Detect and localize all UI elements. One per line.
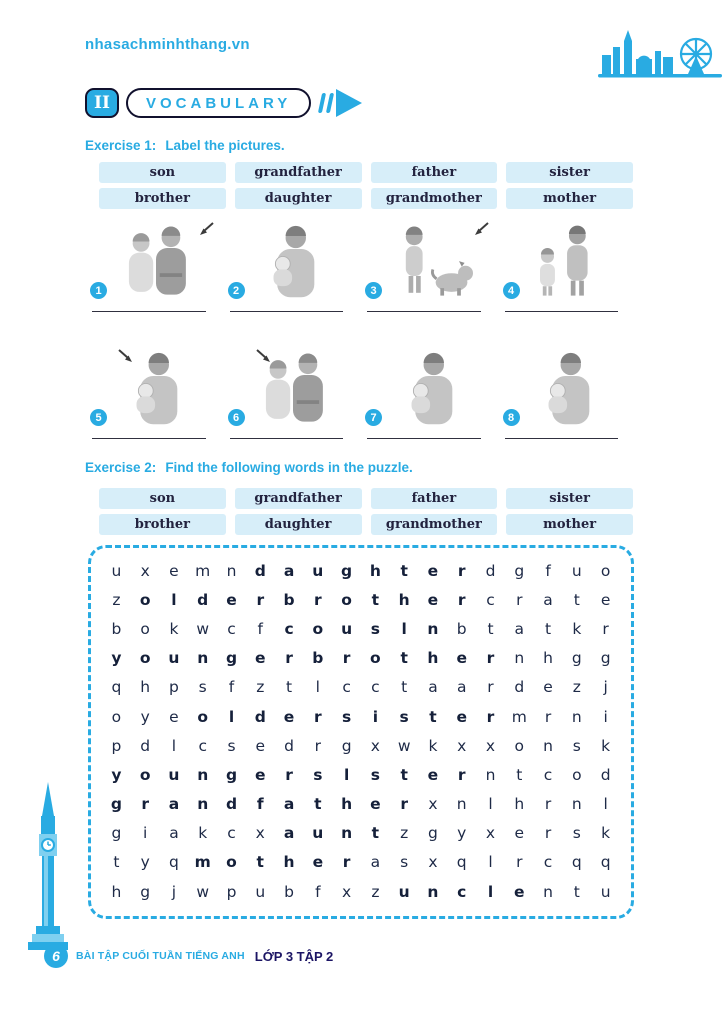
- puzzle-letter: r: [602, 620, 609, 639]
- puzzle-letter: s: [572, 824, 581, 843]
- word-cell: grandmother: [371, 188, 498, 209]
- puzzle-letter: s: [400, 853, 409, 872]
- pointer-arrow-icon: [254, 348, 274, 369]
- puzzle-letter: l: [603, 795, 608, 814]
- puzzle-letter: u: [168, 765, 180, 784]
- puzzle-grid: [102, 557, 620, 907]
- puzzle-letter: g: [140, 882, 151, 901]
- word-cell: daughter: [235, 514, 362, 535]
- puzzle-letter: x: [428, 853, 438, 872]
- puzzle-letter: e: [543, 678, 553, 697]
- puzzle-letter: h: [111, 882, 122, 901]
- puzzle-letter: x: [485, 736, 496, 755]
- puzzle-letter: h: [283, 853, 295, 872]
- puzzle-letter: k: [169, 620, 179, 639]
- puzzle-letter: r: [544, 707, 552, 726]
- puzzle-letter: g: [341, 736, 352, 755]
- exercise1-heading: [85, 138, 285, 153]
- puzzle-letter: o: [572, 765, 582, 784]
- puzzle-letter: a: [514, 620, 525, 639]
- puzzle-letter: t: [371, 824, 380, 843]
- puzzle-letter: t: [573, 590, 580, 609]
- parent-with-baby-illustration: [517, 351, 619, 427]
- puzzle-letter: h: [341, 795, 353, 814]
- puzzle-letter: h: [427, 649, 439, 668]
- puzzle-letter: c: [457, 882, 467, 901]
- puzzle-letter: l: [171, 590, 177, 609]
- puzzle-letter: n: [571, 707, 582, 726]
- puzzle-letter: r: [256, 590, 265, 609]
- puzzle-letter: k: [428, 736, 438, 755]
- puzzle-letter: x: [428, 795, 438, 814]
- puzzle-letter: n: [427, 620, 439, 639]
- puzzle-letter: l: [315, 678, 320, 697]
- puzzle-letter: q: [600, 853, 611, 872]
- word-cell: father: [371, 488, 498, 509]
- puzzle-letter: z: [572, 678, 581, 697]
- puzzle-letter: d: [600, 765, 611, 784]
- puzzle-letter: r: [487, 678, 494, 697]
- puzzle-letter: f: [257, 620, 263, 639]
- puzzle-letter: r: [285, 765, 293, 784]
- puzzle-letter: c: [486, 590, 495, 609]
- parent-with-baby-illustration: [380, 351, 482, 427]
- puzzle-letter: l: [228, 707, 235, 726]
- puzzle-letter: a: [283, 795, 295, 814]
- puzzle-letter: a: [283, 561, 295, 580]
- puzzle-letter: a: [283, 824, 295, 843]
- puzzle-letter: y: [457, 824, 467, 843]
- puzzle-letter: c: [284, 620, 294, 639]
- puzzle-letter: o: [139, 590, 151, 609]
- puzzle-letter: x: [457, 736, 467, 755]
- puzzle-letter: d: [254, 561, 266, 580]
- footer: [44, 944, 333, 968]
- puzzle-letter: e: [169, 561, 179, 580]
- puzzle-letter: e: [169, 707, 179, 726]
- word-cell: mother: [506, 514, 633, 535]
- puzzle-letter: a: [370, 853, 381, 872]
- section-header: [85, 88, 362, 118]
- puzzle-letter: p: [111, 736, 122, 755]
- puzzle-letter: r: [141, 795, 149, 814]
- puzzle-letter: e: [255, 765, 266, 784]
- puzzle-letter: t: [516, 765, 523, 784]
- puzzle-letter: a: [543, 590, 553, 609]
- parent-with-baby-illustration: [242, 224, 344, 300]
- puzzle-letter: t: [400, 649, 408, 668]
- flag-bar-icon: [326, 93, 334, 113]
- puzzle-letter: t: [400, 765, 408, 784]
- puzzle-letter: r: [457, 561, 466, 580]
- puzzle-letter: n: [197, 795, 209, 814]
- puzzle-letter: q: [456, 853, 467, 872]
- puzzle-letter: g: [110, 795, 122, 814]
- word-table-exercise1: [99, 162, 633, 209]
- puzzle-letter: e: [427, 561, 439, 580]
- word-cell: sister: [506, 162, 633, 183]
- puzzle-letter: d: [254, 707, 266, 726]
- puzzle-letter: e: [255, 649, 266, 668]
- puzzle-letter: d: [140, 736, 151, 755]
- exercise2-label: Exercise 2:: [85, 460, 157, 475]
- puzzle-letter: l: [487, 882, 494, 901]
- picture-number-badge: 4: [503, 282, 520, 299]
- puzzle-letter: e: [283, 707, 295, 726]
- puzzle-letter: r: [544, 795, 552, 814]
- picture-number-badge: 2: [228, 282, 245, 299]
- picture-item: [90, 348, 222, 439]
- puzzle-letter: n: [427, 882, 439, 901]
- word-cell: daughter: [235, 188, 362, 209]
- puzzle-letter: e: [514, 824, 525, 843]
- puzzle-letter: k: [601, 736, 611, 755]
- puzzle-letter: b: [312, 649, 324, 668]
- puzzle-letter: u: [111, 561, 122, 580]
- puzzle-letter: x: [485, 824, 496, 843]
- puzzle-letter: m: [511, 707, 527, 726]
- puzzle-letter: i: [372, 707, 379, 726]
- answer-line: [367, 311, 481, 312]
- puzzle-letter: c: [342, 678, 351, 697]
- puzzle-letter: b: [284, 882, 294, 901]
- puzzle-letter: y: [140, 707, 150, 726]
- puzzle-letter: w: [196, 882, 210, 901]
- puzzle-letter: r: [516, 853, 523, 872]
- picture-art: [228, 221, 360, 300]
- puzzle-letter: o: [312, 620, 324, 639]
- pointer-arrow-icon: [116, 348, 136, 369]
- word-cell: father: [371, 162, 498, 183]
- puzzle-letter: n: [543, 736, 553, 755]
- puzzle-letter: n: [514, 649, 525, 668]
- puzzle-letter: s: [313, 765, 323, 784]
- puzzle-letter: c: [543, 765, 553, 784]
- word-table-exercise2: [99, 488, 633, 535]
- puzzle-letter: o: [341, 590, 352, 609]
- puzzle-letter: m: [195, 561, 211, 580]
- pictures-grid: [90, 221, 634, 439]
- puzzle-letter: s: [370, 765, 380, 784]
- exercise1-label: Exercise 1:: [85, 138, 157, 153]
- puzzle-letter: x: [140, 561, 150, 580]
- picture-number-badge: 7: [365, 409, 382, 426]
- puzzle-letter: h: [514, 795, 525, 814]
- puzzle-letter: t: [401, 678, 408, 697]
- puzzle-letter: u: [255, 882, 266, 901]
- puzzle-letter: r: [486, 649, 495, 668]
- puzzle-letter: f: [256, 795, 264, 814]
- puzzle-letter: h: [543, 649, 553, 668]
- london-skyline-illustration: [598, 24, 722, 80]
- puzzle-letter: y: [140, 853, 150, 872]
- puzzle-letter: u: [312, 561, 324, 580]
- picture-item: [503, 221, 635, 312]
- word-cell: grandmother: [371, 514, 498, 535]
- puzzle-letter: k: [572, 620, 582, 639]
- puzzle-letter: e: [456, 707, 467, 726]
- puzzle-letter: g: [225, 765, 238, 784]
- puzzle-letter: o: [111, 707, 122, 726]
- puzzle-letter: o: [370, 649, 381, 668]
- picture-number-badge: 3: [365, 282, 382, 299]
- puzzle-letter: r: [342, 853, 351, 872]
- puzzle-letter: r: [457, 590, 466, 609]
- puzzle-letter: e: [255, 736, 266, 755]
- puzzle-letter: g: [600, 649, 611, 668]
- puzzle-letter: r: [314, 707, 322, 726]
- puzzle-letter: g: [111, 824, 122, 843]
- puzzle-letter: d: [284, 736, 294, 755]
- flag-bar-icon: [318, 93, 326, 113]
- puzzle-letter: j: [171, 882, 177, 901]
- word-cell: brother: [99, 188, 226, 209]
- word-cell: brother: [99, 514, 226, 535]
- puzzle-letter: b: [283, 590, 295, 609]
- puzzle-letter: d: [197, 590, 209, 609]
- website-link[interactable]: nhasachminhthang.vn: [85, 36, 250, 53]
- puzzle-letter: r: [544, 824, 552, 843]
- section-numeral-badge: II: [85, 88, 119, 118]
- puzzle-letter: o: [514, 736, 524, 755]
- word-search-puzzle: [88, 545, 634, 919]
- puzzle-letter: o: [140, 620, 150, 639]
- answer-line: [92, 438, 206, 439]
- puzzle-letter: u: [571, 561, 582, 580]
- puzzle-letter: g: [428, 824, 438, 843]
- puzzle-letter: l: [171, 736, 177, 755]
- picture-number-badge: 6: [228, 409, 245, 426]
- puzzle-letter: t: [429, 707, 437, 726]
- puzzle-letter: h: [369, 561, 381, 580]
- puzzle-letter: l: [488, 853, 493, 872]
- puzzle-letter: j: [603, 678, 608, 697]
- puzzle-letter: u: [168, 649, 180, 668]
- picture-number-badge: 5: [90, 409, 107, 426]
- answer-line: [92, 311, 206, 312]
- puzzle-letter: n: [543, 882, 553, 901]
- puzzle-letter: s: [198, 678, 207, 697]
- puzzle-letter: n: [456, 795, 467, 814]
- picture-item: [365, 348, 497, 439]
- puzzle-letter: q: [169, 853, 179, 872]
- puzzle-letter: t: [400, 561, 408, 580]
- puzzle-letter: e: [226, 590, 237, 609]
- word-cell: son: [99, 162, 226, 183]
- puzzle-letter: d: [225, 795, 238, 814]
- puzzle-letter: f: [228, 678, 235, 697]
- puzzle-letter: o: [139, 765, 151, 784]
- big-ben-illustration: [26, 782, 70, 952]
- puzzle-letter: p: [169, 678, 179, 697]
- puzzle-letter: r: [314, 590, 322, 609]
- puzzle-letter: e: [370, 795, 381, 814]
- answer-line: [505, 311, 619, 312]
- picture-number-badge: 8: [503, 409, 520, 426]
- puzzle-letter: e: [456, 649, 467, 668]
- puzzle-letter: l: [401, 620, 407, 639]
- puzzle-letter: h: [398, 590, 410, 609]
- puzzle-letter: e: [427, 765, 439, 784]
- puzzle-letter: a: [428, 678, 438, 697]
- puzzle-letter: a: [169, 824, 179, 843]
- puzzle-letter: y: [111, 765, 122, 784]
- puzzle-letter: z: [112, 590, 121, 609]
- puzzle-letter: c: [543, 853, 553, 872]
- puzzle-letter: e: [427, 590, 439, 609]
- puzzle-letter: o: [197, 707, 209, 726]
- flag-triangle-icon: [336, 89, 362, 117]
- picture-art: [90, 348, 222, 427]
- picture-item: [228, 348, 360, 439]
- puzzle-letter: c: [227, 620, 236, 639]
- puzzle-letter: c: [371, 678, 380, 697]
- puzzle-letter: l: [343, 765, 350, 784]
- puzzle-letter: h: [140, 678, 151, 697]
- word-cell: mother: [506, 188, 633, 209]
- footer-series-title: BÀI TẬP CUỐI TUẦN TIẾNG ANH: [76, 950, 245, 962]
- picture-art: [228, 348, 360, 427]
- picture-number-badge: 1: [90, 282, 107, 299]
- puzzle-letter: n: [197, 649, 209, 668]
- puzzle-letter: r: [516, 590, 523, 609]
- puzzle-letter: c: [227, 824, 236, 843]
- puzzle-letter: b: [111, 620, 122, 639]
- puzzle-letter: z: [256, 678, 265, 697]
- puzzle-letter: r: [342, 649, 351, 668]
- puzzle-letter: o: [226, 853, 237, 872]
- puzzle-letter: e: [514, 882, 525, 901]
- puzzle-letter: x: [342, 882, 352, 901]
- footer-volume: LỚP 3 TẬP 2: [254, 948, 334, 964]
- puzzle-letter: y: [111, 649, 122, 668]
- puzzle-letter: t: [113, 853, 120, 872]
- puzzle-letter: i: [143, 824, 148, 843]
- puzzle-letter: q: [111, 678, 122, 697]
- puzzle-letter: r: [285, 649, 293, 668]
- exercise2-instruction: Find the following words in the puzzle.: [165, 460, 413, 475]
- picture-art: [503, 221, 635, 300]
- answer-line: [230, 311, 344, 312]
- puzzle-letter: s: [370, 620, 380, 639]
- puzzle-letter: g: [571, 649, 582, 668]
- puzzle-letter: x: [255, 824, 265, 843]
- puzzle-letter: k: [198, 824, 208, 843]
- puzzle-letter: a: [168, 795, 180, 814]
- puzzle-letter: s: [227, 736, 236, 755]
- puzzle-letter: t: [286, 678, 293, 697]
- puzzle-letter: u: [341, 620, 353, 639]
- puzzle-letter: c: [198, 736, 207, 755]
- puzzle-letter: d: [485, 561, 496, 580]
- puzzle-letter: e: [600, 590, 611, 609]
- puzzle-letter: i: [603, 707, 608, 726]
- puzzle-letter: u: [312, 824, 324, 843]
- puzzle-letter: x: [370, 736, 380, 755]
- puzzle-letter: k: [601, 824, 611, 843]
- picture-art: [503, 348, 635, 427]
- puzzle-letter: t: [545, 620, 552, 639]
- puzzle-letter: r: [457, 765, 466, 784]
- word-cell: grandfather: [235, 488, 362, 509]
- puzzle-letter: q: [571, 853, 582, 872]
- puzzle-letter: g: [225, 649, 238, 668]
- puzzle-letter: t: [371, 590, 380, 609]
- puzzle-letter: g: [514, 561, 525, 580]
- picture-item: [365, 221, 497, 312]
- answer-line: [505, 438, 619, 439]
- word-cell: sister: [506, 488, 633, 509]
- puzzle-letter: n: [571, 795, 582, 814]
- puzzle-letter: t: [314, 795, 322, 814]
- puzzle-letter: a: [456, 678, 467, 697]
- pointer-arrow-icon: [196, 221, 216, 237]
- picture-item: [503, 348, 635, 439]
- puzzle-letter: z: [371, 882, 380, 901]
- puzzle-letter: m: [194, 853, 211, 872]
- puzzle-letter: b: [456, 620, 467, 639]
- puzzle-letter: g: [341, 561, 353, 580]
- answer-line: [230, 438, 344, 439]
- puzzle-letter: u: [600, 882, 611, 901]
- puzzle-letter: z: [400, 824, 409, 843]
- puzzle-letter: w: [196, 620, 210, 639]
- puzzle-letter: w: [397, 736, 411, 755]
- puzzle-letter: r: [314, 736, 322, 755]
- puzzle-letter: l: [488, 795, 493, 814]
- puzzle-letter: r: [486, 707, 495, 726]
- puzzle-letter: f: [545, 561, 551, 580]
- mother-and-daughter-illustration: [512, 224, 624, 300]
- puzzle-letter: n: [341, 824, 353, 843]
- puzzle-letter: e: [312, 853, 324, 872]
- puzzle-letter: t: [487, 620, 494, 639]
- flag-decoration: [320, 89, 362, 117]
- picture-item: [90, 221, 222, 312]
- puzzle-letter: t: [256, 853, 264, 872]
- puzzle-letter: s: [341, 707, 352, 726]
- puzzle-letter: f: [315, 882, 321, 901]
- puzzle-letter: d: [514, 678, 525, 697]
- puzzle-letter: r: [400, 795, 408, 814]
- page-number-badge: 6: [44, 944, 68, 968]
- puzzle-letter: n: [226, 561, 237, 580]
- puzzle-letter: o: [139, 649, 151, 668]
- picture-item: [228, 221, 360, 312]
- section-title: VOCABULARY: [126, 88, 311, 118]
- picture-art: [365, 348, 497, 427]
- word-cell: grandfather: [235, 162, 362, 183]
- pointer-arrow-icon: [116, 348, 136, 364]
- puzzle-letter: p: [226, 882, 237, 901]
- puzzle-letter: n: [485, 765, 496, 784]
- exercise1-instruction: Label the pictures.: [165, 138, 285, 153]
- puzzle-letter: o: [600, 561, 611, 580]
- puzzle-letter: n: [197, 765, 209, 784]
- puzzle-letter: u: [398, 882, 410, 901]
- pointer-arrow-icon: [471, 221, 491, 237]
- puzzle-letter: t: [573, 882, 580, 901]
- word-cell: son: [99, 488, 226, 509]
- pointer-arrow-icon: [471, 221, 491, 242]
- puzzle-letter: s: [399, 707, 409, 726]
- pointer-arrow-icon: [254, 348, 274, 364]
- exercise2-heading: [85, 460, 413, 475]
- pointer-arrow-icon: [196, 221, 216, 242]
- answer-line: [367, 438, 481, 439]
- puzzle-letter: s: [572, 736, 581, 755]
